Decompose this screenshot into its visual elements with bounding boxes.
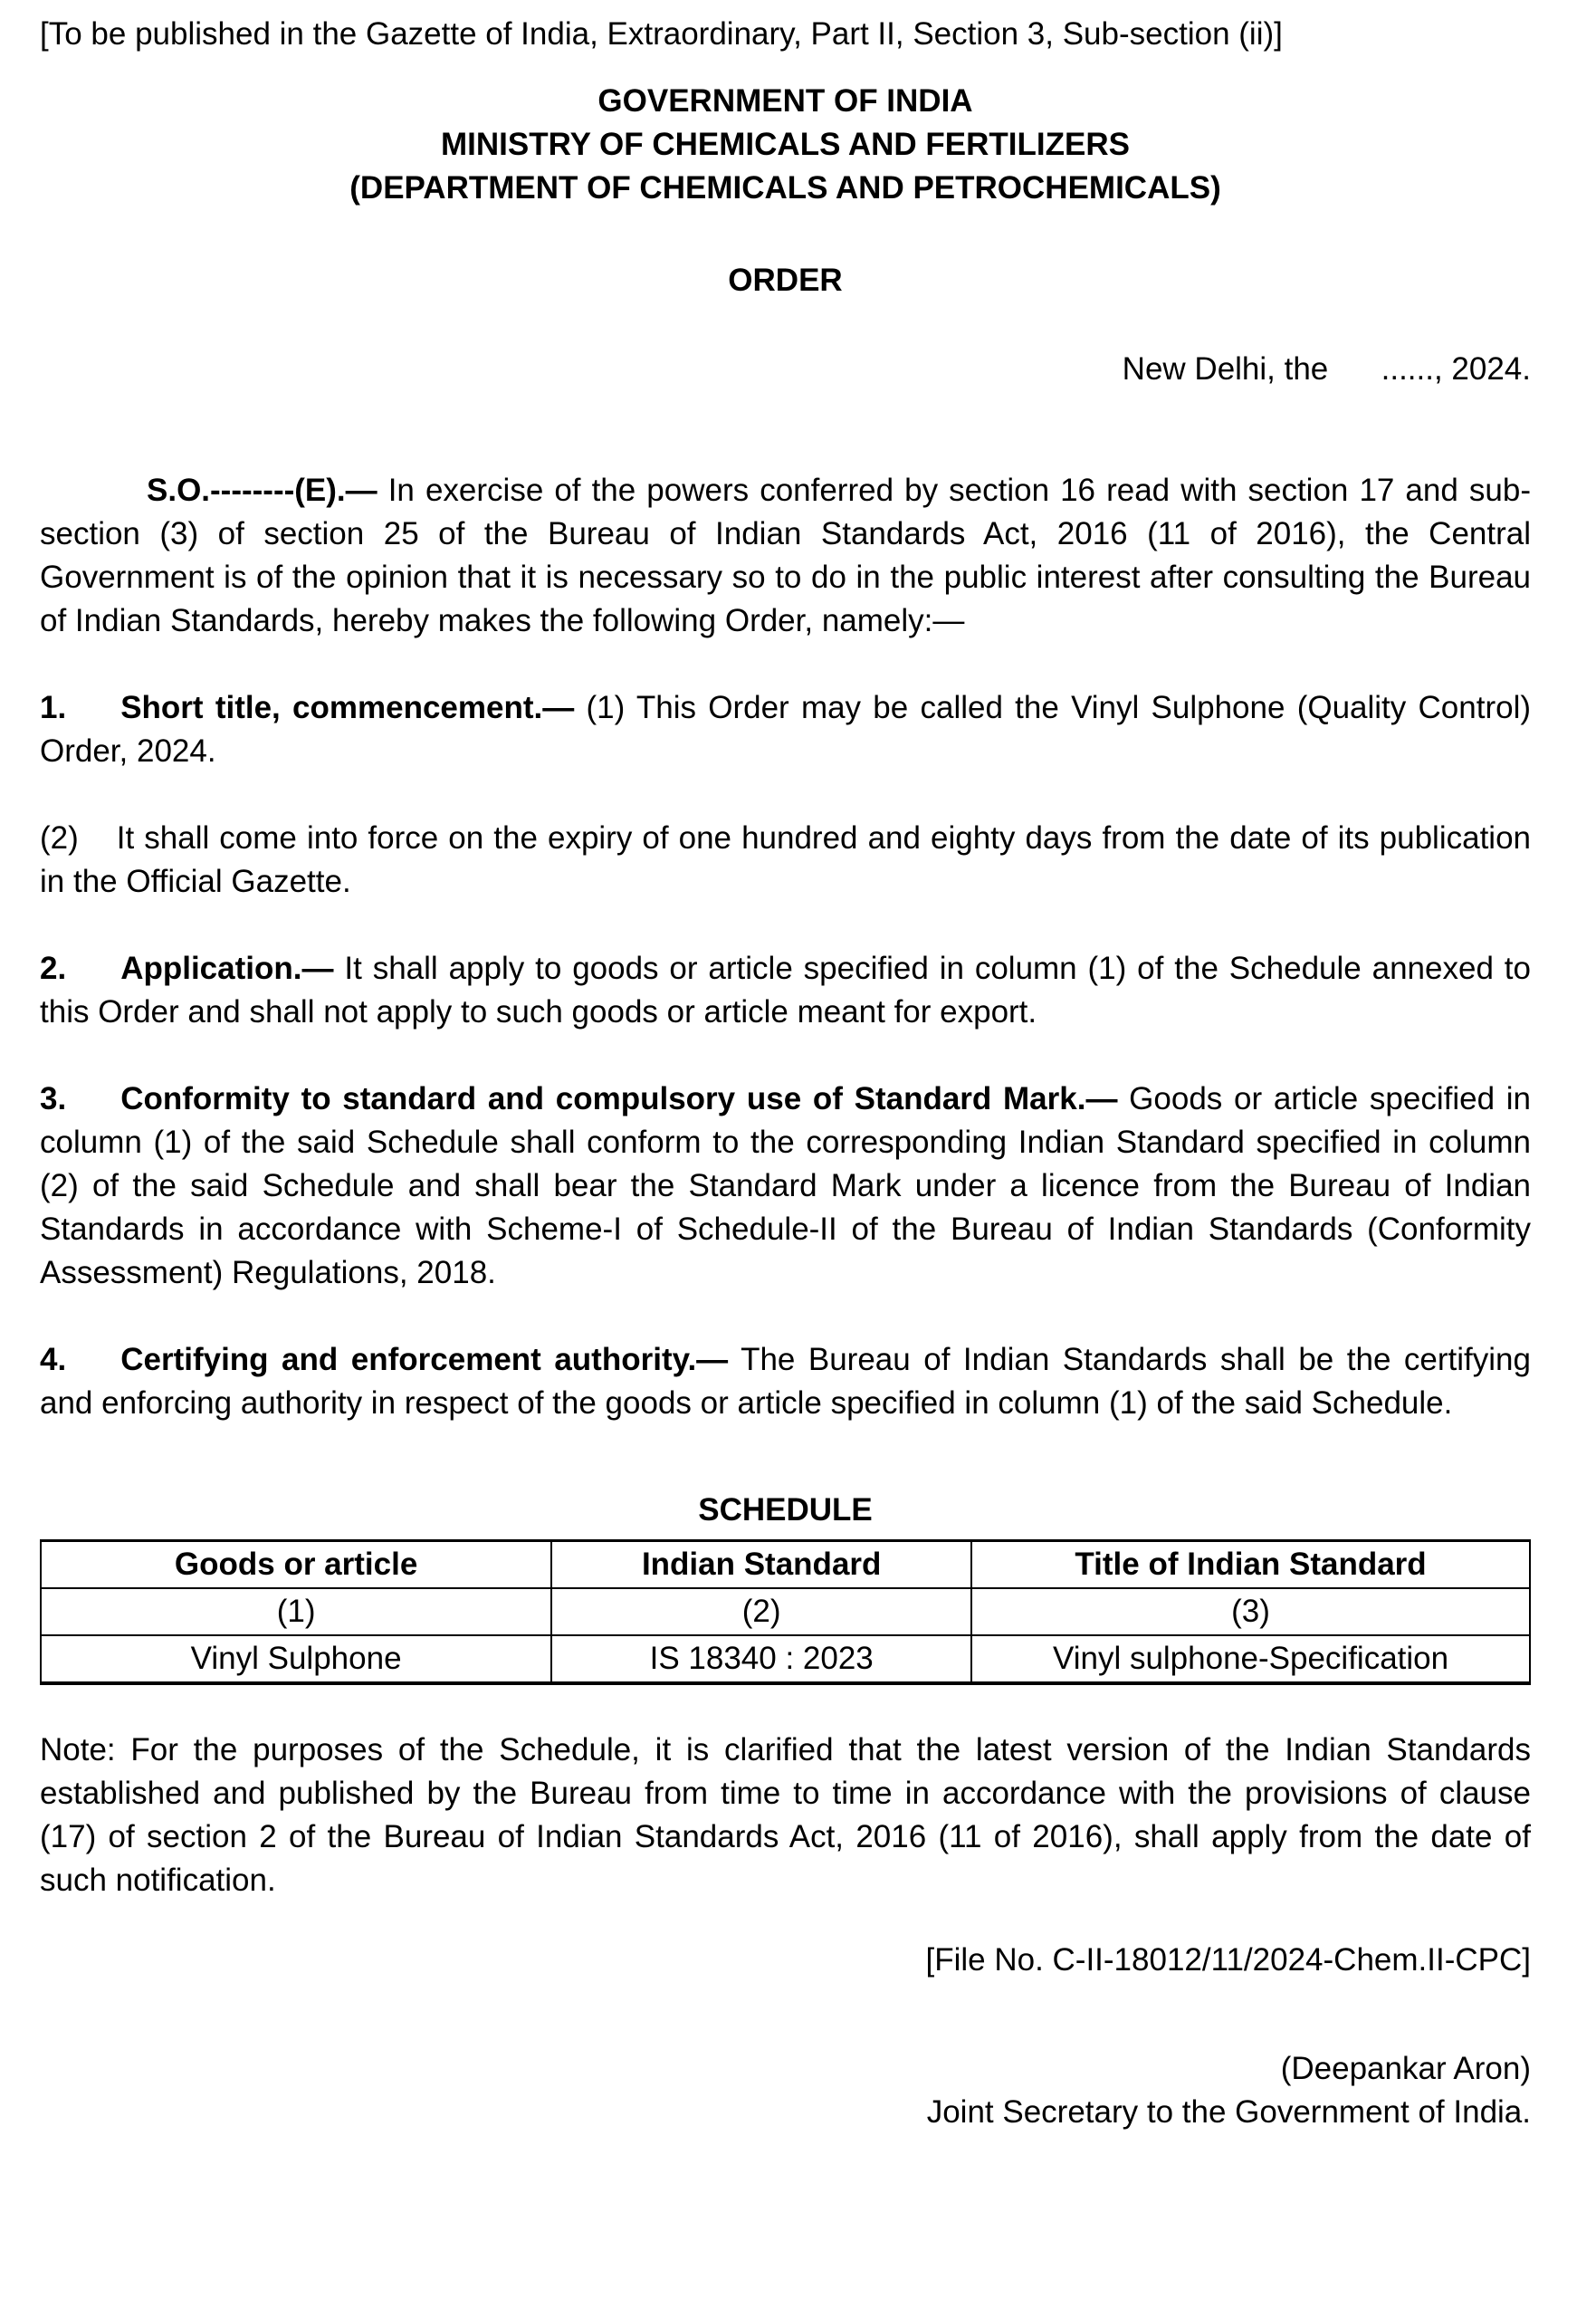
sub-clause-2-number: (2) <box>40 820 79 856</box>
schedule-column-number-1: (1) <box>41 1588 551 1635</box>
schedule-data-row <box>41 1635 1530 1683</box>
schedule-cell-title: Vinyl sulphone-Specification <box>971 1635 1530 1683</box>
clause-4-certifying-authority <box>40 1338 1531 1425</box>
schedule-column-number-3: (3) <box>971 1588 1530 1635</box>
dateline: New Delhi, the ......, 2024. <box>1122 351 1531 387</box>
department-heading: (DEPARTMENT OF CHEMICALS AND PETROCHEMICALS) <box>349 170 1221 206</box>
schedule-table <box>40 1539 1531 1685</box>
schedule-cell-standard: IS 18340 : 2023 <box>551 1635 971 1683</box>
clause-3-heading-text: Conformity to standard and compulsory use of Standard Mark.— <box>120 1081 1118 1116</box>
signature-block <box>40 2047 1531 2134</box>
schedule-header-goods-or-article: Goods or article <box>41 1541 551 1589</box>
schedule-column-number-row <box>41 1588 1530 1635</box>
clause-4-heading <box>40 1342 728 1377</box>
sub-clause-2-body: It shall come into force on the expiry of one hundred and eighty days from the date of its publication in the Official Gazette. <box>40 820 1531 899</box>
clause-1-heading-text: Short title, commencement.— <box>120 690 575 725</box>
clause-1-short-title <box>40 686 1531 773</box>
clause-4-heading-text: Certifying and enforcement authority.— <box>120 1342 729 1377</box>
clause-1-body: (1) This Order may be called the Vinyl Sulphone (Quality Control) Order, 2024. <box>40 690 1531 769</box>
clause-3-heading <box>40 1081 1117 1116</box>
clause-2-number: 2. <box>40 951 67 986</box>
signatory-name: (Deepankar Aron) <box>1280 2051 1531 2086</box>
schedule-title: SCHEDULE <box>698 1492 873 1528</box>
schedule-header-indian-standard: Indian Standard <box>551 1541 971 1589</box>
so-number-lead: S.O.--------(E).— <box>147 473 377 508</box>
schedule-column-number-2: (2) <box>551 1588 971 1635</box>
clause-1-sub-clause-2 <box>40 817 1531 904</box>
clause-4-body: The Bureau of Indian Standards shall be the certifying and enforcing authority in respect of the goods or article specified in column (1) of the said Schedule. <box>40 1342 1531 1421</box>
clause-1-heading <box>40 690 574 725</box>
clause-2-heading-text: Application.— <box>120 951 334 986</box>
clause-3-body: Goods or article specified in column (1) of the said Schedule shall conform to the corresponding Indian Standard specified in column (2) of the said Schedule and shall bear the Standard Mark under a licence from the Bureau of Indian Standards in accordance with Scheme-I of Schedule-II of the Bureau of Indian Standards (Conformity Assessment) Regulations, 2018. <box>40 1081 1531 1290</box>
schedule-header-title-of-indian-standard: Title of Indian Standard <box>971 1541 1530 1589</box>
clause-4-number: 4. <box>40 1342 67 1377</box>
clause-2-application <box>40 947 1531 1034</box>
order-title: ORDER <box>728 263 843 298</box>
so-paragraph-text: In exercise of the powers conferred by section 16 read with section 17 and sub-section (3) of section 25 of the Bureau of Indian Standards Act, 2016 (11 of 2016), the Central Government is of the opinion that it is necessary so to do in the public interest after consulting the Bureau of Indian Standards, hereby makes the following Order, namely:— <box>40 473 1531 638</box>
schedule-note: Note: For the purposes of the Schedule, it is clarified that the latest version of the Indian Standards established and published by the Bureau from time to time in accordance with the provisions of clause (17) of section 2 of the Bureau of Indian Standards Act, 2016 (11 of 2016), shall apply from the date of such notification. <box>40 1732 1531 1898</box>
clause-3-number: 3. <box>40 1081 67 1116</box>
gazette-publication-line: [To be published in the Gazette of India, Extraordinary, Part II, Section 3, Sub-section (ii)] <box>40 16 1283 52</box>
ministry-heading: MINISTRY OF CHEMICALS AND FERTILIZERS <box>441 127 1130 162</box>
file-number: [File No. C-II-18012/11/2024-Chem.II-CPC] <box>925 1942 1531 1978</box>
so-paragraph <box>40 469 1531 643</box>
schedule-cell-goods: Vinyl Sulphone <box>41 1635 551 1683</box>
government-of-india-heading: GOVERNMENT OF INDIA <box>597 83 973 119</box>
clause-3-conformity <box>40 1078 1531 1295</box>
signatory-title: Joint Secretary to the Government of India. <box>926 2094 1531 2130</box>
clause-2-heading <box>40 951 333 986</box>
schedule-header-row <box>41 1541 1530 1589</box>
clause-1-number: 1. <box>40 690 67 725</box>
clause-2-body: It shall apply to goods or article specified in column (1) of the Schedule annexed to this Order and shall not apply to such goods or article meant for export. <box>40 951 1531 1030</box>
